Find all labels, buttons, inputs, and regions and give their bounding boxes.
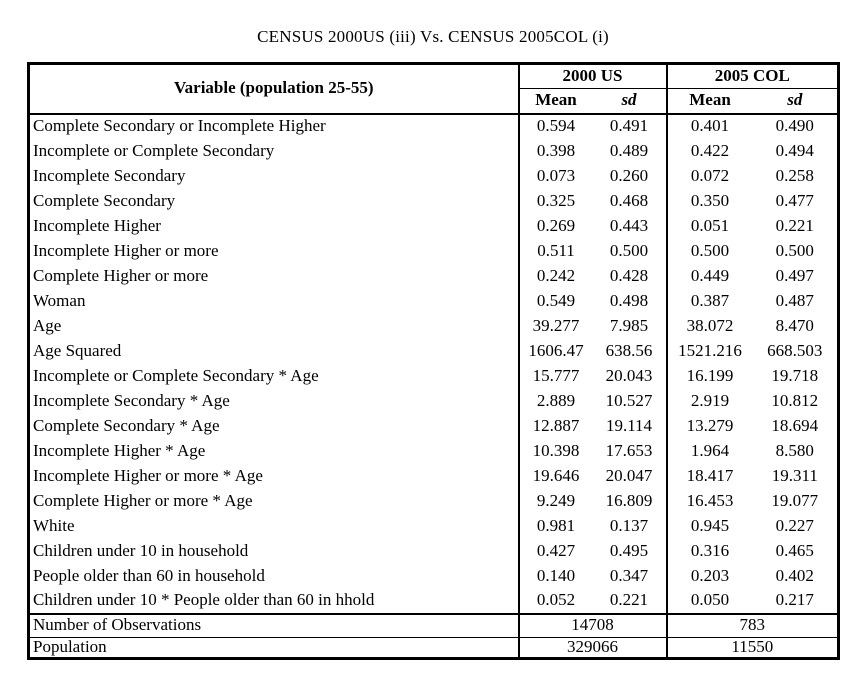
col-sd-value: 0.258 [775, 165, 814, 185]
col-sd-value: 0.227 [775, 515, 814, 535]
us-mean-value: 0.242 [536, 265, 576, 285]
col-sd-value: 668.503 [767, 340, 823, 360]
variable-name: Woman [29, 289, 519, 314]
col-mean-value: 0.945 [690, 515, 730, 535]
table-row [29, 189, 839, 214]
group-header-2005col: 2005 COL [667, 64, 839, 89]
us-sd-value: 0.347 [593, 564, 667, 589]
table-header [29, 64, 839, 114]
us-mean-value: 10.398 [532, 440, 580, 460]
summary-row [29, 614, 839, 638]
group-header-2000us: 2000 US [519, 64, 667, 89]
table-row [29, 339, 839, 364]
variable-name: Incomplete or Complete Secondary [29, 139, 519, 164]
col-sd-value: 0.217 [775, 590, 814, 610]
us-sd-value: 0.428 [593, 264, 667, 289]
us-mean-value: 1606.47 [528, 340, 584, 360]
table-footer [29, 614, 839, 659]
col-mean-value: 16.199 [686, 365, 734, 385]
us-mean-value: 0.549 [536, 290, 576, 310]
col-mean-value: 0.072 [690, 165, 730, 185]
table-row [29, 464, 839, 489]
variable-name: People older than 60 in household [29, 564, 519, 589]
col-mean-value: 0.401 [690, 116, 730, 136]
variable-name: Age [29, 314, 519, 339]
us-sd-value: 0.443 [593, 214, 667, 239]
col-sd-value: 8.470 [775, 315, 814, 335]
table-row [29, 114, 839, 139]
col-summary-value: 783 [667, 614, 839, 638]
us-sd-value: 0.491 [593, 114, 667, 139]
col-sd-value: 0.494 [775, 140, 814, 160]
summary-row [29, 638, 839, 659]
us-mean-value: 0.140 [536, 565, 576, 585]
col-mean-value: 0.422 [690, 140, 730, 160]
us-sd-value: 17.653 [593, 439, 667, 464]
us-sd-value: 20.047 [593, 464, 667, 489]
col-sd-value: 19.311 [771, 465, 818, 485]
col-sd-value: 0.487 [775, 290, 814, 310]
col-sd-value: 0.465 [775, 540, 814, 560]
col-mean-value: 0.050 [690, 590, 730, 610]
sd-header-2000us: sd [593, 89, 667, 114]
col-sd-value: 0.221 [775, 215, 814, 235]
us-sd-value: 0.137 [593, 514, 667, 539]
us-sd-value: 0.495 [593, 539, 667, 564]
col-sd-value: 0.477 [775, 190, 814, 210]
table-row [29, 139, 839, 164]
mean-header-2000us: Mean [519, 89, 593, 114]
col-sd-value: 19.718 [771, 365, 819, 385]
sd-header-2005col: sd [753, 89, 839, 114]
col-mean-value: 1521.216 [678, 340, 742, 360]
table-row [29, 164, 839, 189]
table-row [29, 539, 839, 564]
us-sd-value: 19.114 [593, 414, 667, 439]
variable-column-header: Variable (population 25-55) [29, 64, 519, 114]
us-mean-value: 0.398 [536, 140, 576, 160]
table-row [29, 489, 839, 514]
us-sd-value: 7.985 [593, 314, 667, 339]
us-sd-value: 638.56 [593, 339, 667, 364]
col-mean-value: 0.350 [690, 190, 730, 210]
summary-label: Population [29, 638, 519, 659]
variable-name: Incomplete Secondary [29, 164, 519, 189]
us-mean-value: 0.427 [536, 540, 576, 560]
us-mean-value: 0.052 [536, 590, 576, 610]
us-mean-value: 12.887 [532, 415, 580, 435]
table-row [29, 564, 839, 589]
census-comparison-table [27, 62, 840, 660]
table-row [29, 264, 839, 289]
col-sd-value: 10.812 [771, 390, 819, 410]
variable-name: Complete Secondary or Incomplete Higher [29, 114, 519, 139]
summary-label: Number of Observations [29, 614, 519, 638]
us-sd-value: 16.809 [593, 489, 667, 514]
col-mean-value: 0.500 [690, 240, 730, 260]
variable-name: Complete Higher or more * Age [29, 489, 519, 514]
mean-header-2005col: Mean [667, 89, 753, 114]
col-sd-value: 18.694 [771, 415, 819, 435]
variable-name: Incomplete Higher or more * Age [29, 464, 519, 489]
variable-name: Age Squared [29, 339, 519, 364]
variable-name: Complete Secondary * Age [29, 414, 519, 439]
table-row [29, 289, 839, 314]
us-sd-value: 0.468 [593, 189, 667, 214]
us-sd-value: 0.498 [593, 289, 667, 314]
table-row [29, 514, 839, 539]
us-sd-value: 0.260 [593, 164, 667, 189]
us-mean-value: 15.777 [532, 365, 580, 385]
col-sd-value: 0.490 [775, 116, 814, 136]
table-body [29, 114, 839, 614]
table-row [29, 214, 839, 239]
variable-name: Complete Secondary [29, 189, 519, 214]
table-row [29, 439, 839, 464]
col-mean-value: 18.417 [686, 465, 734, 485]
us-sd-value: 20.043 [593, 364, 667, 389]
variable-name: Incomplete Higher or more [29, 239, 519, 264]
table-row [29, 239, 839, 264]
us-mean-value: 19.646 [532, 465, 580, 485]
col-sd-value: 8.580 [775, 440, 814, 460]
us-mean-value: 0.073 [536, 165, 576, 185]
variable-name: Children under 10 in household [29, 539, 519, 564]
group-header-row [29, 64, 839, 89]
table-title: CENSUS 2000US (iii) Vs. CENSUS 2005COL (i) [257, 27, 609, 46]
us-sd-value: 0.500 [593, 239, 667, 264]
table-row [29, 314, 839, 339]
table-row [29, 364, 839, 389]
col-mean-value: 38.072 [686, 315, 734, 335]
us-mean-value: 2.889 [536, 390, 576, 410]
us-sd-value: 10.527 [593, 389, 667, 414]
col-summary-value: 11550 [667, 638, 839, 659]
variable-name: Complete Higher or more [29, 264, 519, 289]
us-summary-value: 14708 [519, 614, 667, 638]
variable-name: Children under 10 * People older than 60 in hhold [29, 589, 519, 614]
variable-name: Incomplete Secondary * Age [29, 389, 519, 414]
col-sd-value: 0.500 [775, 240, 814, 260]
col-mean-value: 0.203 [690, 565, 730, 585]
table-row [29, 389, 839, 414]
us-sd-value: 0.489 [593, 139, 667, 164]
us-summary-value: 329066 [519, 638, 667, 659]
col-mean-value: 2.919 [690, 390, 730, 410]
variable-name: Incomplete or Complete Secondary * Age [29, 364, 519, 389]
us-mean-value: 0.981 [536, 515, 576, 535]
col-mean-value: 0.449 [690, 265, 730, 285]
us-mean-value: 9.249 [536, 490, 576, 510]
col-mean-value: 13.279 [686, 415, 734, 435]
col-mean-value: 0.316 [690, 540, 730, 560]
col-mean-value: 1.964 [690, 440, 730, 460]
col-mean-value: 0.051 [690, 215, 730, 235]
us-mean-value: 0.325 [536, 190, 576, 210]
variable-name: Incomplete Higher [29, 214, 519, 239]
col-mean-value: 0.387 [690, 290, 730, 310]
us-mean-value: 39.277 [532, 315, 580, 335]
table-row [29, 414, 839, 439]
col-sd-value: 0.497 [775, 265, 814, 285]
us-sd-value: 0.221 [593, 589, 667, 614]
us-mean-value: 0.594 [536, 116, 576, 136]
variable-name: Incomplete Higher * Age [29, 439, 519, 464]
table-row [29, 589, 839, 614]
col-mean-value: 16.453 [686, 490, 734, 510]
variable-name: White [29, 514, 519, 539]
col-sd-value: 19.077 [771, 490, 819, 510]
us-mean-value: 0.511 [537, 240, 575, 260]
col-sd-value: 0.402 [775, 565, 814, 585]
us-mean-value: 0.269 [536, 215, 576, 235]
